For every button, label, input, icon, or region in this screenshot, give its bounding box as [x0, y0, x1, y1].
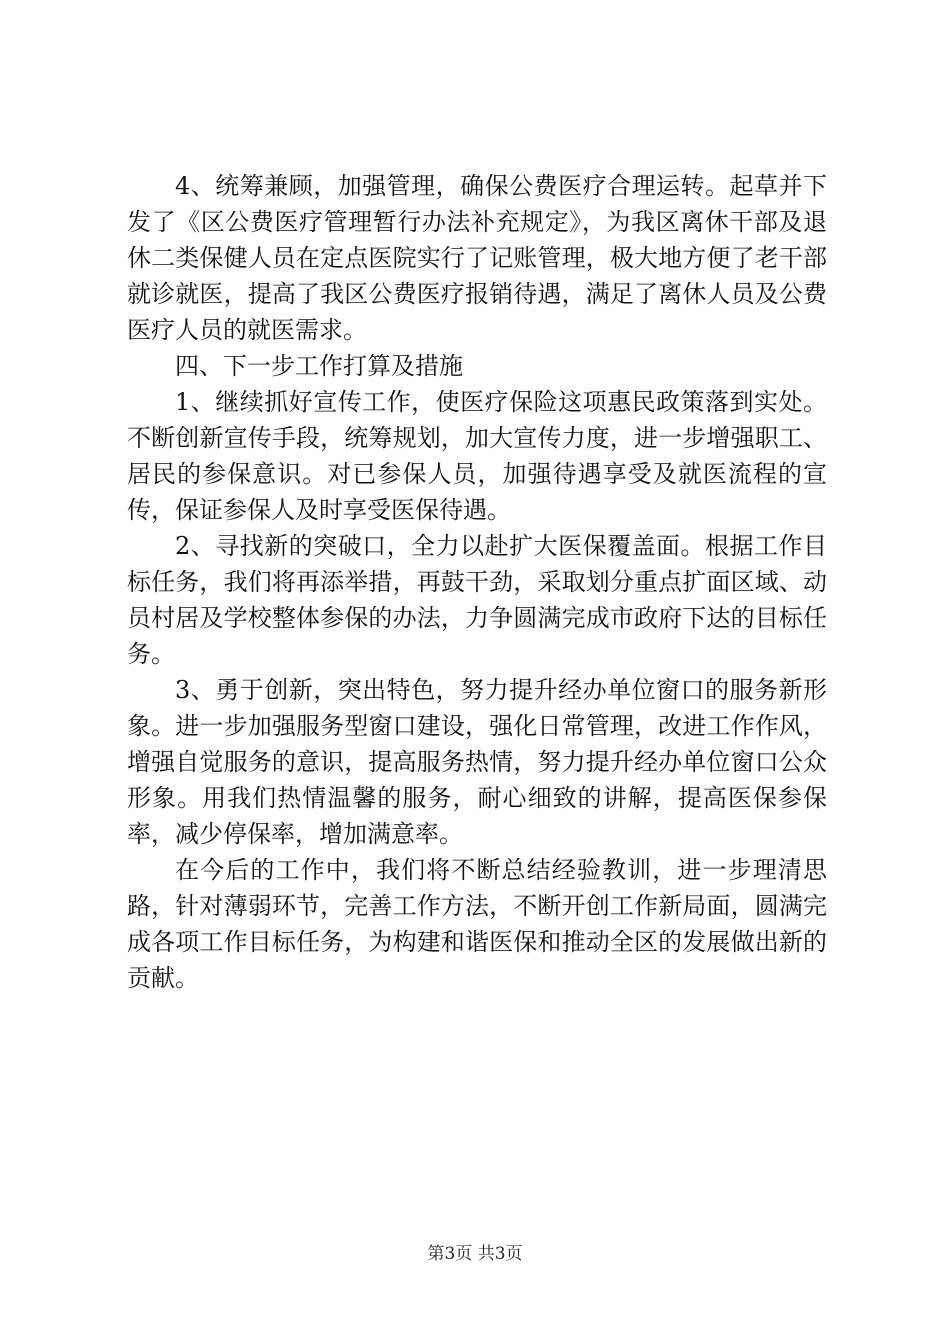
paragraph-item-2: 2、寻找新的突破口，全力以赴扩大医保覆盖面。根据工作目标任务，我们将再添举措，再鼓干劲，采取划分重点扩面区域、动员村居及学校整体参保的办法，力争圆满完成市政府下达的目标任务。 [127, 532, 827, 668]
section-heading-next-steps: 四、下一步工作打算及措施 [175, 352, 463, 380]
document-body [127, 168, 827, 996]
paragraph-item-4: 4、统筹兼顾，加强管理，确保公费医疗合理运转。起草并下发了《区公费医疗管理暂行办法补充规定》，为我区离休干部及退休二类保健人员在定点医院实行了记账管理，极大地方便了老干部就诊就医，提高了我区公费医疗报销待遇，满足了离休人员及公费医疗人员的就医需求。 [127, 172, 827, 344]
page-number: 第3页 共3页 [427, 1244, 523, 1264]
paragraph-item-1: 1、继续抓好宣传工作，使医疗保险这项惠民政策落到实处。不断创新宣传手段，统筹规划，加大宣传力度，进一步增强职工、居民的参保意识。对已参保人员，加强待遇享受及就医流程的宣传，保证参保人及时享受医保待遇。 [127, 388, 827, 524]
page-footer [0, 1243, 950, 1265]
paragraph-item-3: 3、勇于创新，突出特色，努力提升经办单位窗口的服务新形象。进一步加强服务型窗口建设，强化日常管理，改进工作作风，增强自觉服务的意识，提高服务热情，努力提升经办单位窗口公众形象。用我们热情温馨的服务，耐心细致的讲解，提高医保参保率，减少停保率，增加满意率。 [127, 676, 827, 848]
paragraph-conclusion: 在今后的工作中，我们将不断总结经验教训，进一步理清思路，针对薄弱环节，完善工作方法，不断开创工作新局面，圆满完成各项工作目标任务，为构建和谐医保和推动全区的发展做出新的贡献。 [127, 856, 827, 992]
